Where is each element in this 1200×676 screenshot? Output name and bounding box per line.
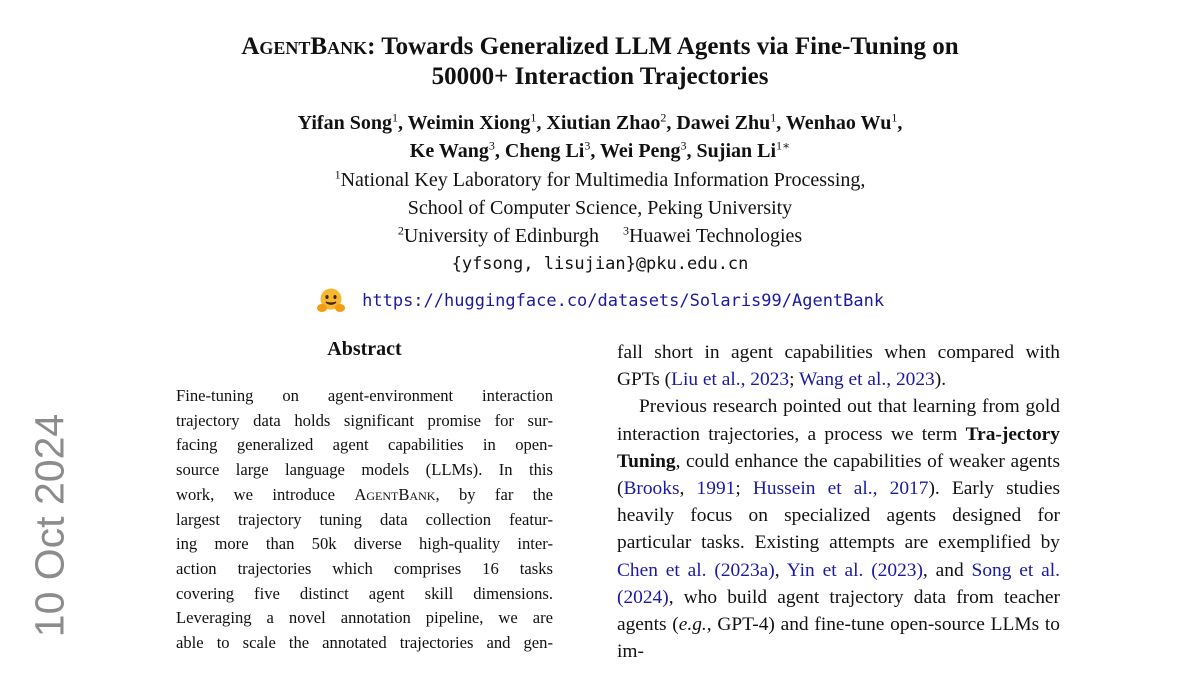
author-name: Cheng Li (504, 140, 585, 162)
citation-liu-2023[interactable]: Liu et al., 2023 (671, 369, 790, 391)
author-separator: , (666, 112, 677, 134)
author-separator: , (686, 140, 697, 162)
author-separator: , (494, 140, 505, 162)
abstract-line (176, 483, 553, 508)
author-name: Weimin Xiong (407, 112, 531, 134)
author-affiliation-mark: 1 (530, 110, 537, 125)
abstract-line (176, 582, 553, 607)
abstract-text: Leveraging a novel annotation pipeline, we are (176, 608, 553, 628)
citation-hussein-2017[interactable]: Hussein et al., 2017 (752, 478, 929, 500)
abstract-line (176, 458, 553, 483)
abstract-text: source large language models (LLMs). In this (176, 460, 553, 480)
author-affiliation-mark: 1 (891, 110, 898, 125)
abstract-line (176, 433, 553, 458)
title-system-name: AgentBank (241, 33, 368, 60)
citation-song-2024[interactable]: Song et al. (2024) (617, 559, 1060, 608)
author-separator: , (776, 112, 786, 134)
affiliation-1: $^1$National Key Laboratory for Multimedia Information Processing, (334, 167, 866, 191)
hugging-face-icon (316, 287, 346, 315)
abstract-text: facing generalized agent capabilities in open- (176, 435, 553, 455)
abstract-line (176, 384, 553, 409)
author-name: Dawei Zhu (676, 112, 771, 134)
author-list (0, 109, 1200, 165)
author-affiliation-mark: 1∗ (776, 138, 791, 153)
abstract-text: , by far the (435, 484, 553, 504)
abstract-heading: Abstract (327, 338, 402, 360)
author-name: Wei Peng (600, 140, 681, 162)
abstract-line (176, 606, 553, 631)
trajectory-tuning-term: Tra-jectory Tuning (617, 423, 1060, 472)
citation-brooks[interactable]: Brooks (623, 478, 680, 500)
author-separator: , (590, 140, 600, 162)
title-line2: 50000+ Interaction Trajectories (431, 63, 769, 90)
author-separator: , (536, 112, 547, 134)
abstract-line (176, 631, 553, 656)
author-name: Ke Wang (409, 140, 489, 162)
intro-paragraph-1: fall short in agent capabilities when compared with GPTs (Liu et al., 2023; Wang et al., 2023). (617, 342, 1060, 391)
author-name: Sujian Li (696, 140, 777, 162)
abstract-line (176, 409, 553, 434)
title-line1: : Towards Generalized LLM Agents via Fine-Tuning on (367, 33, 959, 60)
arxiv-date-stamp: 10 Oct 2024 (26, 413, 73, 638)
author-name: Xiutian Zhao (546, 112, 661, 134)
abstract-text: largest trajectory tuning data collection featur- (176, 509, 553, 529)
abstract-line (176, 508, 553, 533)
abstract-text: Fine-tuning on agent-environment interaction (176, 386, 553, 405)
dataset-link-row (0, 285, 1200, 316)
paper-title (0, 32, 1200, 92)
author-affiliation-mark: 3 (584, 138, 591, 153)
citation-brooks-year[interactable]: 1991 (696, 478, 736, 500)
dataset-link[interactable]: https://huggingface.co/datasets/Solaris99/AgentBank (362, 291, 885, 312)
author-affiliation-mark: 1 (770, 110, 777, 125)
author-affiliation-mark: 2 (660, 110, 667, 125)
author-separator: , (397, 112, 408, 134)
affiliations (0, 166, 1200, 250)
abstract-text: able to scale the annotated trajectories and gen- (176, 633, 553, 653)
abstract-line (176, 532, 553, 557)
abstract-text: covering five distinct agent skill dimensions. (176, 583, 553, 603)
affiliation-1-dept: School of Computer Science, Peking University (407, 197, 793, 219)
author-affiliation-mark: 3 (488, 138, 495, 153)
author-affiliation-mark: 3 (680, 138, 687, 153)
author-name: Wenhao Wu (785, 112, 892, 134)
citation-yin-2023[interactable]: Yin et al. (2023) (786, 559, 923, 581)
abstract-text: action trajectories which comprises 16 tasks (176, 558, 553, 578)
system-name: AgentBank (354, 484, 436, 504)
author-affiliation-mark: 1 (391, 110, 398, 125)
citation-chen-2023a[interactable]: Chen et al. (2023a) (617, 559, 775, 581)
author-line-1 (0, 109, 1200, 137)
intro-paragraph-2: Previous research pointed out that learning from gold interaction trajectories, a process we term Tra-jectory Tuning, could enhance the capabilities of weaker agents (Brooks, 1991; Hussein et al., 2017). Early studies heavily focus on specialized agents designed for particular tasks. Existing attempts are exemplified by Chen et al. (2023a), Yin et al. (2023), and Song et al. (2024), who build agent trajectory data from teacher agents (e.g., GPT-4) and fine-tune open-source LLMs to im- (617, 396, 1060, 663)
author-name: Yifan Song (297, 112, 392, 134)
abstract-text: work, we introduce (176, 484, 355, 504)
contact-email: {yfsong, lisujian}@pku.edu.cn (451, 254, 749, 274)
author-separator: , (897, 112, 903, 134)
abstract-line (176, 557, 553, 582)
abstract-text: trajectory data holds significant promise for sur- (176, 410, 553, 430)
abstract-text: ing more than 50k diverse high-quality inter- (176, 534, 553, 554)
abstract-body (176, 384, 553, 656)
citation-wang-2023[interactable]: Wang et al., 2023 (798, 369, 935, 391)
author-line-2 (0, 137, 1200, 165)
affiliation-2-3: $^2$University of Edinburgh $^3$Huawei Technologies (397, 223, 803, 247)
intro-right-column (617, 339, 1060, 665)
